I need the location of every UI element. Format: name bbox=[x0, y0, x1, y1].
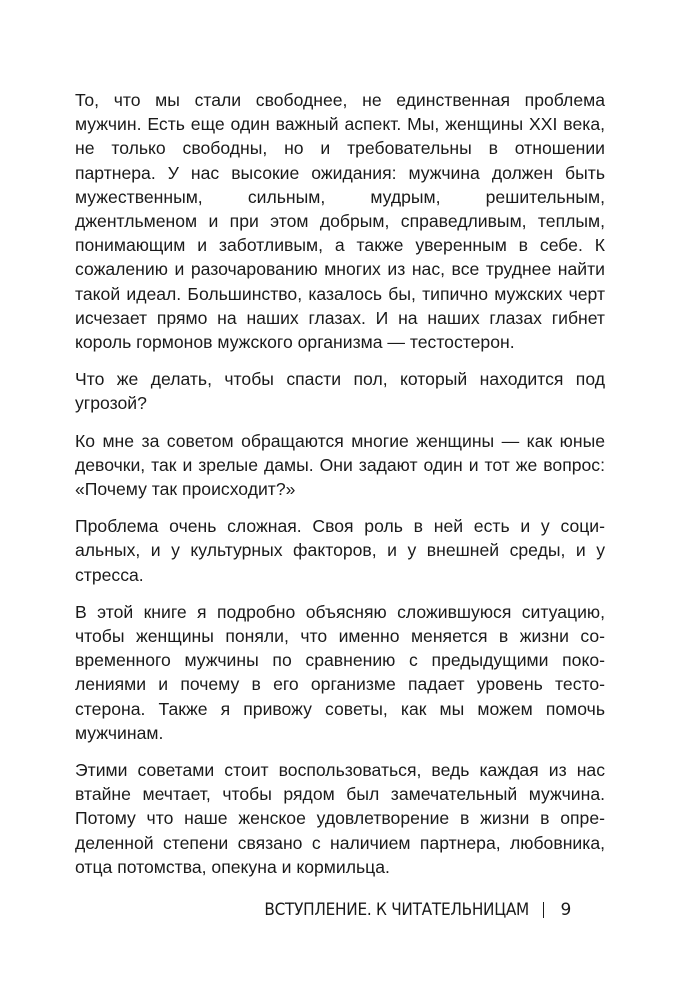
paragraph-1: То, что мы стали свободнее, не единственная проблема мужчин. Есть еще один важный аспект. Мы, женщины XXI века, не только свободны, но и требовательны в отношении партнера. У нас высокие ожидания: мужчина должен быть мужественным, сильным, мудрым, решительным, джентльменом и при этом добрым, справедливым, теплым, понимающим и заботливым, а также уверенным в себе. К сожалению и разочарованию многих из нас, все труднее найти такой идеал. Большинство, казалось бы, типично мужских черт исчезает прямо на наших глазах. И на наших глазах гибнет король гормонов мужского организма — тестостерон. bbox=[75, 90, 605, 353]
paragraph-2: Что же делать, чтобы спасти пол, который находится под угрозой? bbox=[75, 369, 605, 414]
paragraph-3: Ко мне за советом обращаются многие женщины — как юные девочки, так и зрелые дамы. Они задают один и тот же вопрос: «Почему так происходит?» bbox=[75, 430, 605, 500]
paragraph-5: В этой книге я подробно объясняю сложившуюся ситуацию, чтобы женщины поняли, что именно меняется в жизни современного мужчины по сравнению с предыдущими поколениями и почему в его организме падает уровень тестостерона. Также я привожу советы, как мы можем помочь мужчинам. bbox=[75, 601, 605, 743]
body-text bbox=[75, 88, 605, 892]
running-footer bbox=[235, 900, 571, 920]
chapter-title: ВСТУПЛЕНИЕ. К ЧИТАТЕЛЬНИЦАМ bbox=[264, 900, 529, 920]
paragraph-4: Проблема очень сложная. Своя роль в ней есть и у социальных, и у культурных факторов, и у внешней среды, и у стресса. bbox=[75, 516, 605, 585]
page-number: 9 bbox=[560, 900, 571, 920]
paragraph-6: Этими советами стоит воспользоваться, ведь каждая из нас втайне мечтает, чтобы рядом был замечательный мужчина. Потому что наше женское удовлетворение в жизни в определенной степени связано с наличием партнера, любовника, отца потомства, опекуна и кормильца. bbox=[75, 760, 605, 877]
footer-separator bbox=[543, 902, 545, 918]
